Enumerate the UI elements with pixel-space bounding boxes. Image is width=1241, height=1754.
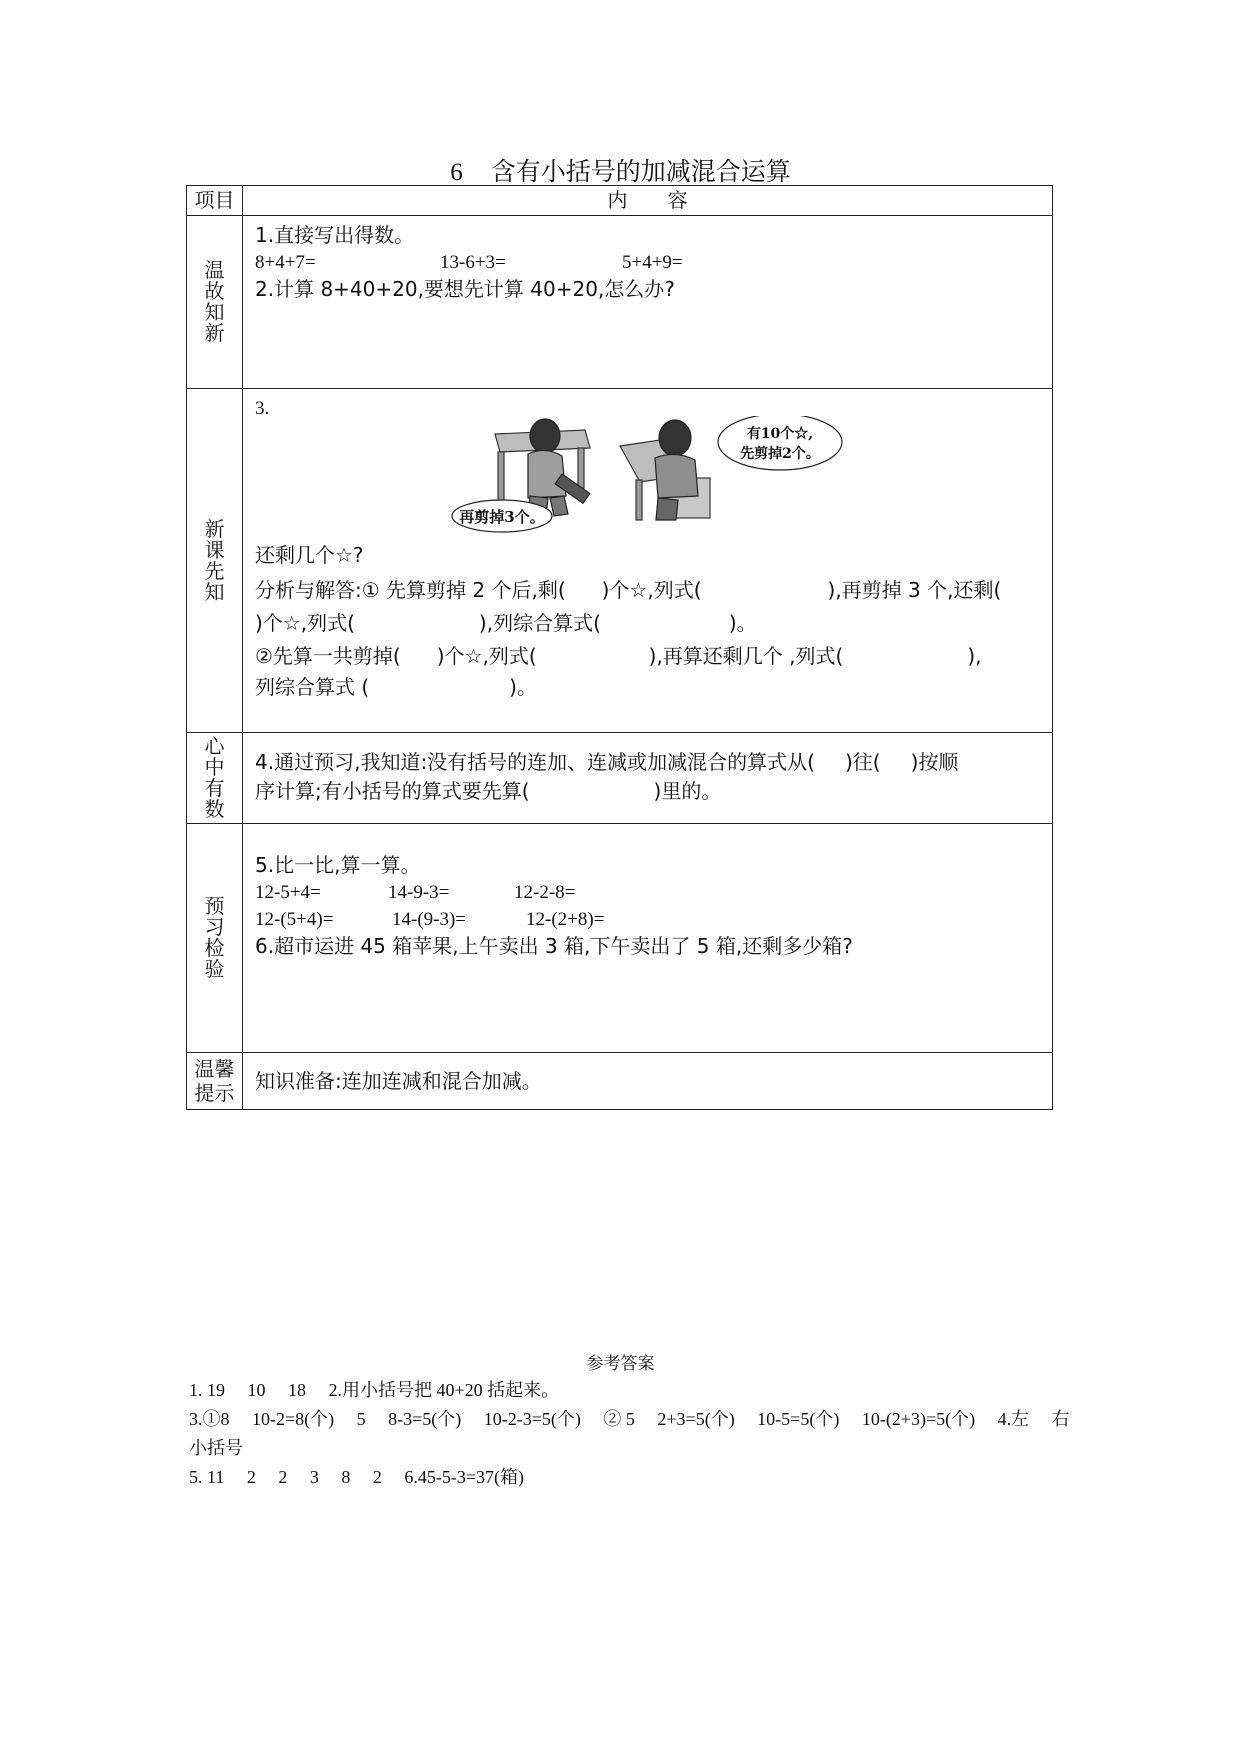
- header-content: 内 容: [243, 186, 1053, 216]
- svg-text:有10个☆,: 有10个☆,: [746, 426, 814, 442]
- question-3: 3.: [255, 398, 270, 419]
- analysis-line-2: )个☆,列式( ),列综合算式( )。: [255, 611, 757, 635]
- mind-row: [187, 733, 1053, 824]
- question-3-ask: 还剩几个☆?: [255, 543, 364, 567]
- tip-label: 温馨 提示: [187, 1053, 243, 1110]
- review-row: [187, 216, 1053, 389]
- newlesson-content: [243, 389, 1053, 733]
- check-content: [243, 824, 1053, 1053]
- illustration: [255, 422, 1042, 540]
- children-cutting-stars-illustration: [450, 416, 1050, 534]
- review-content: [243, 216, 1053, 389]
- page-title: [0, 152, 1241, 188]
- question-5-row-1: 12-5+4= 14-9-3= 12-2-8=: [255, 882, 576, 903]
- answers-line-2: 3.①8 10-2=8(个) 5 8-3=5(个) 10-2-3=5(个) ② 5 2+3=5(个) 10-5=5(个) 10-(2+3)=5(个) 4.左 右: [189, 1409, 1070, 1429]
- analysis-line-3: ②先算一共剪掉( )个☆,列式( ),再算还剩几个 ,列式( ),: [255, 644, 982, 668]
- svg-text:再剪掉3个。: 再剪掉3个。: [459, 508, 545, 526]
- question-4-line-2: 序计算;有小括号的算式要先算( )里的。: [255, 779, 722, 803]
- question-5: 5.比一比,算一算。: [255, 853, 421, 877]
- answers-line-1: 1. 19 10 18 2.用小括号把 40+20 括起来。: [189, 1380, 560, 1400]
- lesson-title: 含有小括号的加减混合运算: [490, 157, 791, 186]
- speech-bubble-left: [452, 500, 552, 532]
- check-row: [187, 824, 1053, 1053]
- lesson-number: 6: [450, 159, 463, 186]
- answers-title: 参考答案: [586, 1354, 655, 1374]
- table-header-row: [187, 186, 1053, 216]
- review-label: 温 故 知 新: [187, 216, 243, 389]
- analysis-line-4: 列综合算式 ( )。: [255, 675, 537, 699]
- answers-line-3: 小括号: [189, 1438, 243, 1458]
- svg-text:先剪掉2个。: 先剪掉2个。: [740, 446, 820, 462]
- question-1: 1.直接写出得数。: [255, 223, 415, 247]
- header-project: 项目: [187, 186, 243, 216]
- question-1-equations: 8+4+7= 13-6+3= 5+4+9=: [255, 252, 683, 273]
- analysis-line-1: 分析与解答:① 先算剪掉 2 个后,剩( )个☆,列式( ),再剪掉 3 个,还剩(: [255, 578, 1002, 602]
- mind-label: 心 中 有 数: [187, 733, 243, 824]
- check-label: 预 习 检 验: [187, 824, 243, 1053]
- newlesson-label: 新 课 先 知: [187, 389, 243, 733]
- mind-content: [243, 733, 1053, 824]
- newlesson-row: [187, 389, 1053, 733]
- question-6: 6.超市运进 45 箱苹果,上午卖出 3 箱,下午卖出了 5 箱,还剩多少箱?: [255, 934, 853, 958]
- question-4-line-1: 4.通过预习,我知道:没有括号的连加、连减或加减混合的算式从( )往( )按顺: [255, 750, 959, 774]
- tip-row: [187, 1053, 1053, 1110]
- speech-bubble-right: [718, 416, 842, 470]
- answers-line-4: 5. 11 2 2 3 8 2 6.45-5-3=37(箱): [189, 1467, 524, 1487]
- tip-content: 知识准备:连加连减和混合加减。: [243, 1053, 1053, 1110]
- question-5-row-2: 12-(5+4)= 14-(9-3)= 12-(2+8)=: [255, 909, 605, 930]
- question-2: 2.计算 8+40+20,要想先计算 40+20,怎么办?: [255, 277, 675, 301]
- worksheet-table: [186, 185, 1053, 1110]
